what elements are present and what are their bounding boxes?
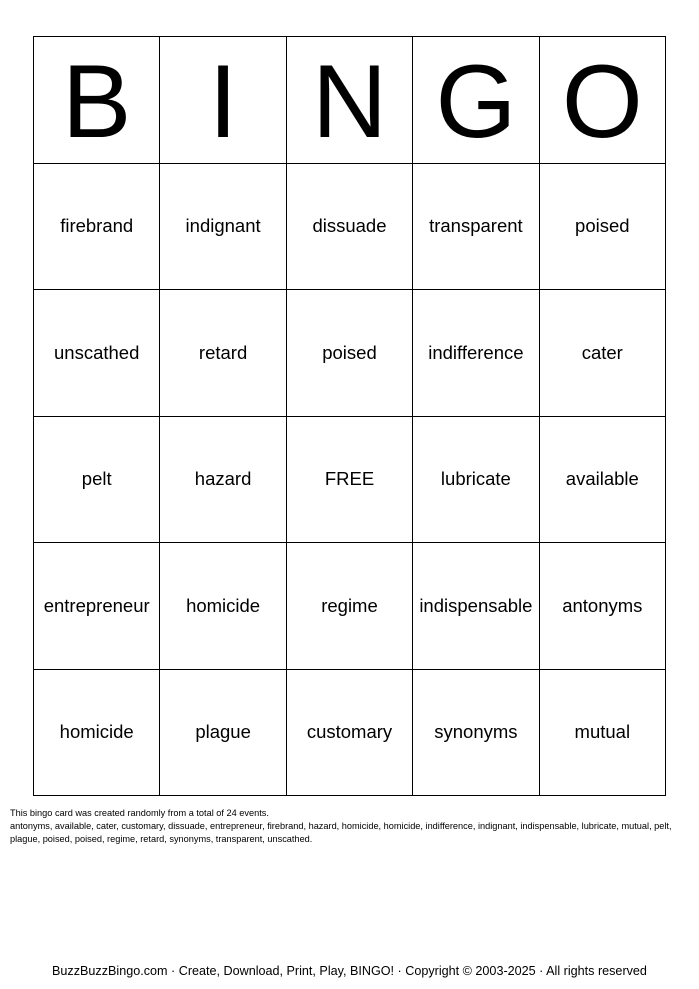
header-letter-g: G — [413, 37, 539, 164]
bingo-cell: antonyms — [540, 543, 666, 670]
bingo-cell: indifference — [413, 290, 539, 417]
bingo-cell: unscathed — [34, 290, 160, 417]
free-space-cell: FREE — [287, 417, 413, 544]
header-letter-o: O — [540, 37, 666, 164]
bingo-cell: plague — [160, 670, 286, 797]
header-letter-b: B — [34, 37, 160, 164]
bingo-cell: hazard — [160, 417, 286, 544]
bingo-cell: poised — [540, 164, 666, 291]
bingo-cell: poised — [287, 290, 413, 417]
bingo-cell: homicide — [34, 670, 160, 797]
card-info — [10, 807, 695, 846]
bingo-cell: entrepreneur — [34, 543, 160, 670]
bingo-cell: cater — [540, 290, 666, 417]
card-info-summary: This bingo card was created randomly from a total of 24 events. — [10, 808, 269, 818]
bingo-cell: regime — [287, 543, 413, 670]
header-letter-n: N — [287, 37, 413, 164]
card-info-word-list: antonyms, available, cater, customary, dissuade, entrepreneur, firebrand, hazard, homicide, homicide, indifference, indignant, indispensable, lubricate, mutual, pelt, plague, poised, poised, regime, retard, synonyms, transparent, unscathed. — [10, 821, 672, 844]
bingo-cell: lubricate — [413, 417, 539, 544]
bingo-cell: retard — [160, 290, 286, 417]
bingo-cell: dissuade — [287, 164, 413, 291]
bingo-cell: indispensable — [413, 543, 539, 670]
bingo-cell: customary — [287, 670, 413, 797]
bingo-cell: pelt — [34, 417, 160, 544]
bingo-cell: available — [540, 417, 666, 544]
page-footer: BuzzBuzzBingo.com · Create, Download, Print, Play, BINGO! · Copyright © 2003-2025 · All rights reserved — [52, 964, 647, 978]
bingo-cell: transparent — [413, 164, 539, 291]
bingo-cell: indignant — [160, 164, 286, 291]
bingo-cell: homicide — [160, 543, 286, 670]
bingo-cell: mutual — [540, 670, 666, 797]
bingo-card — [33, 36, 666, 796]
header-letter-i: I — [160, 37, 286, 164]
bingo-cell: synonyms — [413, 670, 539, 797]
bingo-cell: firebrand — [34, 164, 160, 291]
